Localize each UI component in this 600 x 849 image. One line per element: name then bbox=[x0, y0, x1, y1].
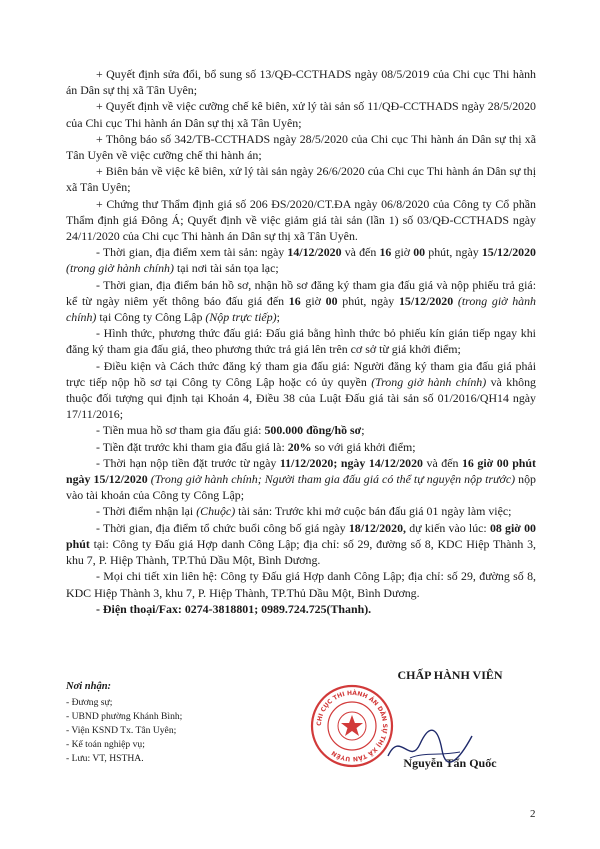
text-run: - Điều kiện và Cách thức đăng ký tham gia đấu giá: Người đăng ký tham gia đấu giá phải trực tiếp nộp hồ sơ tại Công ty Công Lập hoặc có ủy quyền bbox=[66, 358, 536, 389]
text-run: (Nộp trực tiếp) bbox=[205, 310, 277, 325]
body-paragraph bbox=[66, 439, 536, 455]
text-run: - Thời hạn nộp tiền đặt trước từ ngày bbox=[96, 455, 280, 470]
text-run: ; bbox=[276, 310, 280, 325]
text-run: tại: Công ty Đấu giá Hợp danh Công Lập; địa chỉ: số 29, đường số 8, KDC Hiệp Thành 3, khu 7, P. Hiệp Thành, TP.Thủ Dầu Một, Bình Dương. bbox=[66, 536, 536, 568]
text-run: dự kiến vào lúc: bbox=[406, 520, 490, 535]
text-run: - Thời điểm nhận lại bbox=[96, 504, 197, 519]
text-run: 15/12/2020 bbox=[398, 293, 454, 308]
text-run: + Thông báo số 342/TB-CCTHADS ngày 28/5/2020 của Chi cục Thi hành án Dân sự thị xã Tân Uyên về việc cưỡng chế thi hành án; bbox=[66, 131, 536, 163]
text-run: - Tiền đặt trước khi tham gia đấu giá là: bbox=[96, 439, 288, 454]
text-run: 08 giờ 00 phút bbox=[66, 520, 536, 551]
recipient-item: - Đương sự; bbox=[66, 697, 113, 708]
text-run: 00 bbox=[325, 293, 338, 308]
text-run: 16 bbox=[379, 245, 392, 260]
text-run: + Chứng thư Thẩm định giá số 206 ĐS/2020/CT.ĐA ngày 06/8/2020 của Công ty Cổ phần Thẩm định giá Đông Á; Quyết định về việc giảm giá tài sản (lần 1) số 03/QĐ-CCTHADS ngày 24/11/2020 của Chi cục Thi hành án Dân sự thị xã Tân Uyên. bbox=[66, 196, 536, 244]
text-run: 500.000 đồng/hồ sơ bbox=[264, 423, 362, 438]
recipients-block bbox=[66, 680, 296, 766]
body-paragraph bbox=[66, 277, 536, 326]
body-paragraph bbox=[66, 196, 536, 245]
text-run: giờ bbox=[391, 245, 414, 260]
text-run: ; bbox=[361, 423, 365, 438]
text-run: (Trong giờ hành chính; Người tham gia đấu giá có thể tự nguyện nộp trước) bbox=[150, 472, 516, 487]
text-run: và đến bbox=[422, 455, 462, 470]
text-run: tại nơi tài sản tọa lạc; bbox=[173, 261, 279, 276]
text-run: 14/12/2020 bbox=[287, 245, 342, 260]
body-paragraph bbox=[66, 66, 536, 98]
svg-text:CHI CỤC THI HÀNH ÁN DÂN SỰ THỊ: CHI CỤC THI HÀNH ÁN DÂN SỰ THỊ XÃ TÂN UYÊN bbox=[315, 689, 389, 763]
recipients-title: Nơi nhận: bbox=[66, 681, 112, 692]
text-run: 00 bbox=[413, 245, 426, 260]
body-paragraph bbox=[66, 422, 536, 438]
text-run: giờ bbox=[300, 293, 326, 308]
recipient-item: - Viện KSND Tx. Tân Uyên; bbox=[66, 725, 177, 736]
text-run: 15/12/2020 bbox=[481, 245, 536, 260]
text-run: (Trong giờ hành chính) bbox=[371, 374, 487, 389]
recipients-list bbox=[66, 696, 296, 766]
text-run: 11/12/2020; ngày 14/12/2020 bbox=[279, 455, 423, 470]
body-paragraph bbox=[66, 131, 536, 163]
body-paragraph bbox=[66, 455, 536, 504]
signer-name: Nguyễn Tấn Quốc bbox=[403, 756, 497, 770]
text-run: + Quyết định sửa đổi, bổ sung số 13/QĐ-CCTHADS ngày 08/5/2019 của Chi cục Thi hành án Dân sự thị xã Tân Uyên; bbox=[66, 67, 536, 98]
text-run: so với giá khởi điểm; bbox=[311, 439, 416, 454]
text-run: phút, ngày bbox=[425, 245, 482, 260]
recipient-item: - UBND phường Khánh Bình; bbox=[66, 711, 183, 722]
text-run: 20% bbox=[287, 439, 312, 454]
text-run: (trong giờ hành chính) bbox=[66, 261, 174, 276]
body-paragraph bbox=[66, 358, 536, 423]
recipient-item: - Kế toán nghiệp vụ; bbox=[66, 739, 145, 750]
body-paragraph bbox=[66, 568, 536, 600]
text-run: 16 giờ 00 phút ngày 15/12/2020 bbox=[66, 455, 536, 487]
text-run: 18/12/2020, bbox=[348, 520, 406, 535]
body-paragraph bbox=[66, 601, 536, 617]
page-number: 2 bbox=[530, 808, 536, 820]
recipient-item: - Lưu: VT, HSTHA. bbox=[66, 753, 144, 764]
signer-title: CHẤP HÀNH VIÊN bbox=[397, 668, 503, 682]
handwritten-signature bbox=[380, 722, 480, 772]
text-run: - Thời gian, địa điểm tổ chức buổi công bố giá ngày bbox=[96, 520, 349, 535]
text-run: nộp vào tài khoản của Công ty Công Lập; bbox=[66, 472, 536, 503]
text-run: tại Công ty Công Lập bbox=[96, 310, 206, 325]
text-run: + Quyết định về việc cưỡng chế kê biên, xử lý tài sản số 11/QĐ-CCTHADS ngày 28/5/2020 của Chi cục Thi hành án Dân sự thị xã Tân Uyên; bbox=[66, 99, 536, 130]
text-run: - Mọi chi tiết xin liên hệ: Công ty Đấu giá Hợp danh Công Lập; địa chỉ: số 29, đường số 8, KDC Hiệp Thành 3, khu 7, P. Hiệp Thành, TP.Thủ Dầu Một, Bình Dương. bbox=[66, 569, 536, 600]
document-body bbox=[66, 66, 536, 617]
text-run: - Thời gian, địa điểm xem tài sản: ngày bbox=[96, 245, 288, 260]
body-paragraph bbox=[66, 325, 536, 357]
text-run: (trong giờ hành chính) bbox=[66, 293, 537, 325]
text-run: - Tiền mua hồ sơ tham gia đấu giá: bbox=[96, 423, 265, 438]
text-run: + Biên bản về việc kê biên, xử lý tài sản ngày 26/6/2020 của Chi cục Thi hành án Dân sự thị xã Tân Uyên; bbox=[66, 164, 536, 195]
text-run: và đến bbox=[341, 245, 380, 260]
text-run: tài sản: Trước khi mở cuộc bán đấu giá 01 ngày làm việc; bbox=[235, 504, 512, 519]
text-run: - Điện thoại/Fax: 0274-3818801; 0989.724.725(Thanh). bbox=[96, 601, 372, 616]
text-run: - Hình thức, phương thức đấu giá: Đấu giá bằng hình thức bỏ phiếu kín gián tiếp ngay khi đăng ký tham gia đấu giá, theo phương thức trả giá lên trên cơ sở từ giá khởi điểm; bbox=[66, 326, 536, 357]
body-paragraph bbox=[66, 98, 536, 130]
body-paragraph bbox=[66, 520, 536, 569]
body-paragraph bbox=[66, 244, 536, 276]
text-run: và không thuộc đối tượng qui định tại Khoản 4, Điều 38 của Luật Đấu giá tài sản số 01/2016/QH14 ngày 17/11/2016; bbox=[66, 374, 536, 422]
text-run: (Chuộc) bbox=[196, 504, 236, 519]
text-run: - Thời gian, địa điểm bán hồ sơ, nhận hồ sơ đăng ký tham gia đấu giá và nộp phiếu trả giá: kể từ ngày niêm yết thông báo đấu giá đến bbox=[66, 277, 536, 308]
text-run: phút, ngày bbox=[337, 293, 399, 308]
body-paragraph bbox=[66, 503, 536, 519]
body-paragraph bbox=[66, 163, 536, 195]
text-run: 16 bbox=[288, 293, 301, 308]
